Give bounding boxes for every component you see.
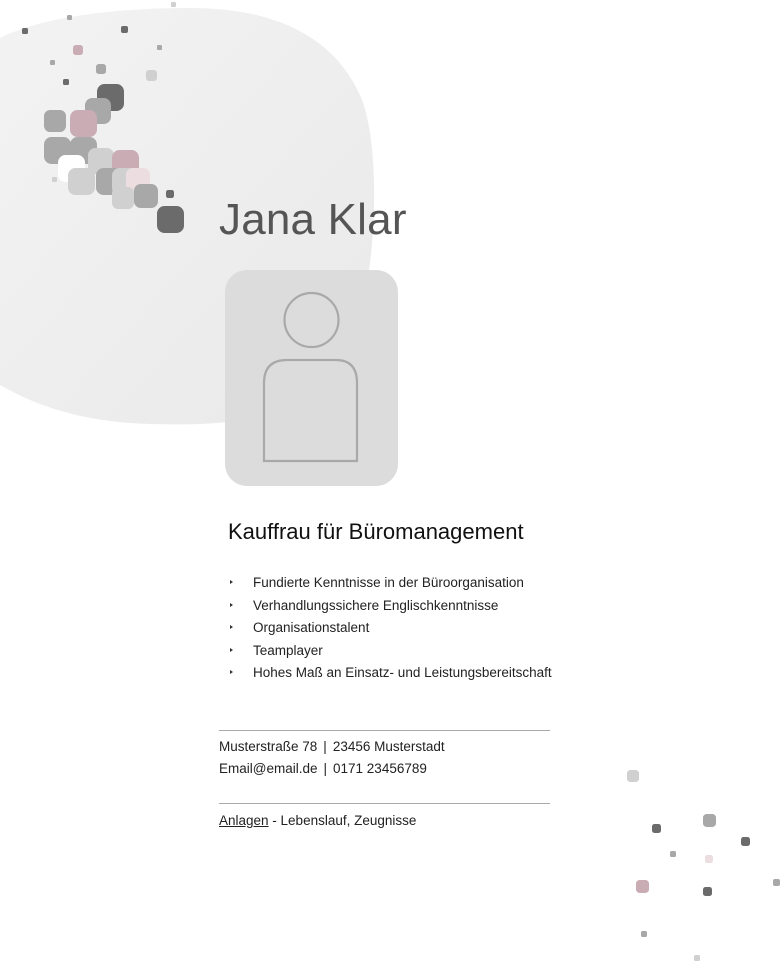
decorative-squares-bottom (627, 770, 780, 961)
decorative-square (627, 770, 639, 782)
skill-item (230, 617, 552, 640)
attachments-line (219, 813, 416, 828)
decorative-square (68, 168, 95, 195)
phone-number: 0171 23456789 (333, 761, 427, 776)
separator: | (323, 761, 328, 776)
decorative-square (112, 187, 134, 209)
decorative-square (652, 824, 661, 833)
decorative-square (157, 45, 162, 50)
decorative-square (121, 26, 128, 33)
attachments-text: - Lebenslauf, Zeugnisse (268, 813, 417, 828)
bullet-icon (230, 603, 233, 607)
decorative-square (166, 190, 174, 198)
decorative-square (22, 28, 28, 34)
decorative-square (171, 2, 176, 7)
decorative-square (67, 15, 72, 20)
decorative-square (741, 837, 750, 846)
decorative-square (703, 814, 716, 827)
decorative-square (773, 879, 780, 886)
decorative-square (694, 955, 700, 961)
decorative-square (157, 206, 184, 233)
decorative-square (44, 110, 66, 132)
skill-item (230, 595, 552, 618)
skill-item (230, 662, 552, 685)
skill-text: Teamplayer (253, 642, 323, 658)
address-line (219, 739, 445, 754)
bullet-icon (230, 625, 233, 629)
skill-item (230, 572, 552, 595)
street: Musterstraße 78 (219, 739, 318, 754)
decorative-square (96, 64, 106, 74)
photo-placeholder (225, 270, 398, 486)
skill-item (230, 640, 552, 663)
decorative-square (63, 79, 69, 85)
skills-list (230, 572, 552, 685)
applicant-name: Jana Klar (219, 195, 407, 244)
decorative-square (52, 177, 57, 182)
job-title: Kauffrau für Büromanagement (228, 519, 524, 544)
decorative-square (70, 110, 97, 137)
contact-line (219, 761, 427, 776)
decorative-square (703, 887, 712, 896)
decorative-square (50, 60, 55, 65)
bullet-icon (230, 580, 233, 584)
decorative-square (641, 931, 647, 937)
decorative-square (73, 45, 83, 55)
skill-text: Organisationstalent (253, 620, 370, 636)
city: 23456 Musterstadt (332, 739, 445, 754)
decorative-square (134, 184, 158, 208)
decorative-square (636, 880, 649, 893)
divider-bottom (219, 803, 550, 804)
skill-text: Hohes Maß an Einsatz- und Leistungsbereitschaft (253, 665, 552, 681)
bullet-icon (230, 670, 233, 674)
separator: | (323, 739, 327, 754)
decorative-square (670, 851, 676, 857)
skill-text: Fundierte Kenntnisse in der Büroorganisation (253, 575, 524, 590)
decorative-square (146, 70, 157, 81)
skill-text: Verhandlungssichere Englischkenntnisse (253, 597, 499, 613)
email-link[interactable]: Email@email.de (219, 761, 318, 776)
bullet-icon (230, 648, 233, 652)
divider-top (219, 730, 550, 731)
attachments-link[interactable]: Anlagen (219, 813, 269, 828)
decorative-square (705, 855, 713, 863)
